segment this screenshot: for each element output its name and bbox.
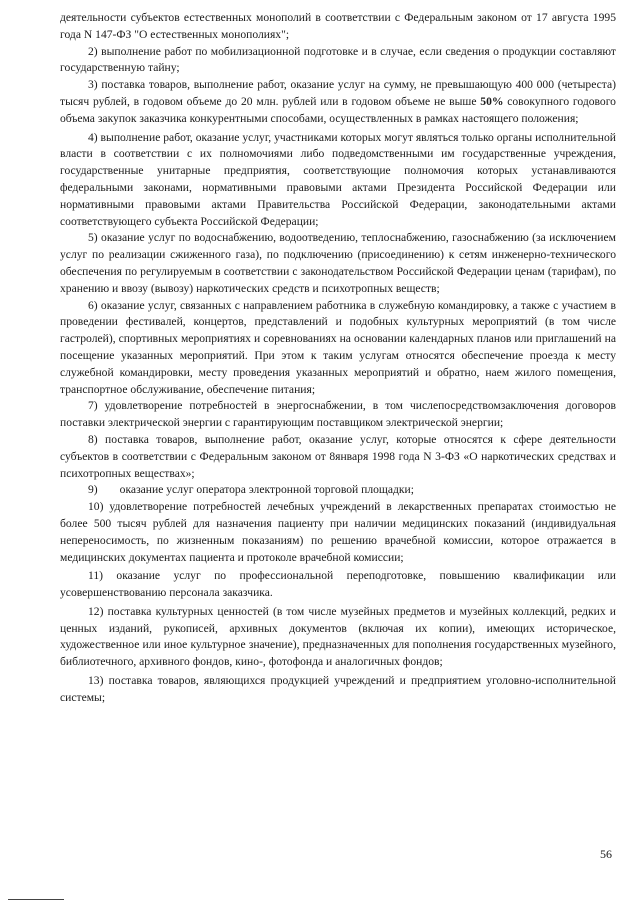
paragraph-item-3-bold-percent: 50% [480, 94, 504, 108]
paragraph-item-4: 4) выполнение работ, оказание услуг, участниками которых могут являться только органы исполнительной власти в соответствии с их полномочиями либо подведомственными им государственные учреждения, государственные унитарные предприятия, соответствующие полномочия которых устанавливаются федеральными законами, нормативными правовыми актами Президента Российской Федерации или нормативными правовыми актами Правительства Российской Федерации, законодательными актами соответствующего субъекта Российской Федерации; [60, 130, 616, 228]
paragraph-item-12: 12) поставка культурных ценностей (в том числе музейных предметов и музейных коллекций, редких и ценных изданий, рукописей, архивных документов (включая их копии), имеющих историческое, художественное или иное культурное значение), предназначенных для пополнения государственных музейного, библиотечного, архивного фондов, кино-, фотофонда и аналогичных фондов; [60, 604, 616, 669]
paragraph-item-11: 11) оказание услуг по профессиональной переподготовке, повышению квалификации или усовершенствованию персонала заказчика. [60, 569, 616, 600]
paragraph-item-9-text: оказание услуг оператора электронной торговой площадки; [119, 483, 414, 497]
paragraph-item-8: 8) поставка товаров, выполнение работ, оказание услуг, которые относятся к сфере деятельности субъектов в соответствии с Федеральным законом от 8января 1998 года N 3-ФЗ «О наркотических средствах и психотропных веществах»; [60, 432, 616, 480]
paragraph-item-6: 6) оказание услуг, связанных с направлением работника в служебную командировку, а также с участием в проведении фестивалей, концертов, представлений и подобных культурных мероприятий (в том числе гастролей), спортивных мероприятиях и соревнованиях на основании календарных планов или приглашений на посещение указанных мероприятий. При этом к таким услугам относятся обеспечение проезда к месту служебной командировки, месту проведения указанных мероприятий и обратно, наем жилого помещения, транспортное обслуживание, обеспечение питания; [60, 298, 616, 396]
footer-divider [8, 899, 64, 900]
page-number: 56 [600, 847, 612, 861]
paragraph-item-3-text-before: 3) поставка товаров, выполнение работ, оказание услуг на сумму, не превышающую 400 000 (четыреста) тысяч рублей, в годовом объеме до 20 млн. рублей или в годовом объеме не выше [60, 78, 616, 108]
paragraph-item-5: 5) оказание услуг по водоснабжению, водоотведению, теплоснабжению, газоснабжению (за исключением услуг по реализации сжиженного газа), по подключению (присоединению) к сетям инженерно-технического обеспечения по регулируемым в соответствии с законодательством Российской Федерации ценам (тарифам), по хранению и ввозу (вывозу) наркотических средств и психотропных веществ; [60, 231, 616, 295]
paragraph-item-2: 2) выполнение работ по мобилизационной подготовке и в случае, если сведения о продукции составляют государственную тайну; [60, 44, 616, 75]
paragraph-item-3 [60, 77, 616, 127]
document-body [60, 10, 616, 707]
paragraph-continuation: деятельности субъектов естественных монополий в соответствии с Федеральным законом от 17 августа 1995 года N 147-ФЗ "О естественных монополиях"; [60, 11, 616, 41]
paragraph-item-7: 7) удовлетворение потребностей в энергоснабжении, в том числепосредствомзаключения договоров поставки электрической энергии с гарантирующим поставщиком электрической энергии; [60, 399, 616, 430]
paragraph-item-10: 10) удовлетворение потребностей лечебных учреждений в лекарственных препаратах стоимостью не более 500 тысяч рублей для назначения пациенту при наличии медицинских показаний (индивидуальная непереносимость, по жизненным показаниям) по решению врачебной комиссии, которое отражается в медицинских документах пациента и протоколе врачебной комиссии; [60, 500, 616, 564]
paragraph-item-13: 13) поставка товаров, являющихся продукцией учреждений и предприятием уголовно-исполнительной системы; [60, 674, 616, 704]
paragraph-item-9-number: 9) [88, 483, 98, 497]
paragraph-item-9 [60, 482, 616, 499]
paragraph-item-3-text-after: совокупного годового объема закупок заказчика конкурентными способами, осуществленных в рамках настоящего положения; [60, 94, 616, 125]
